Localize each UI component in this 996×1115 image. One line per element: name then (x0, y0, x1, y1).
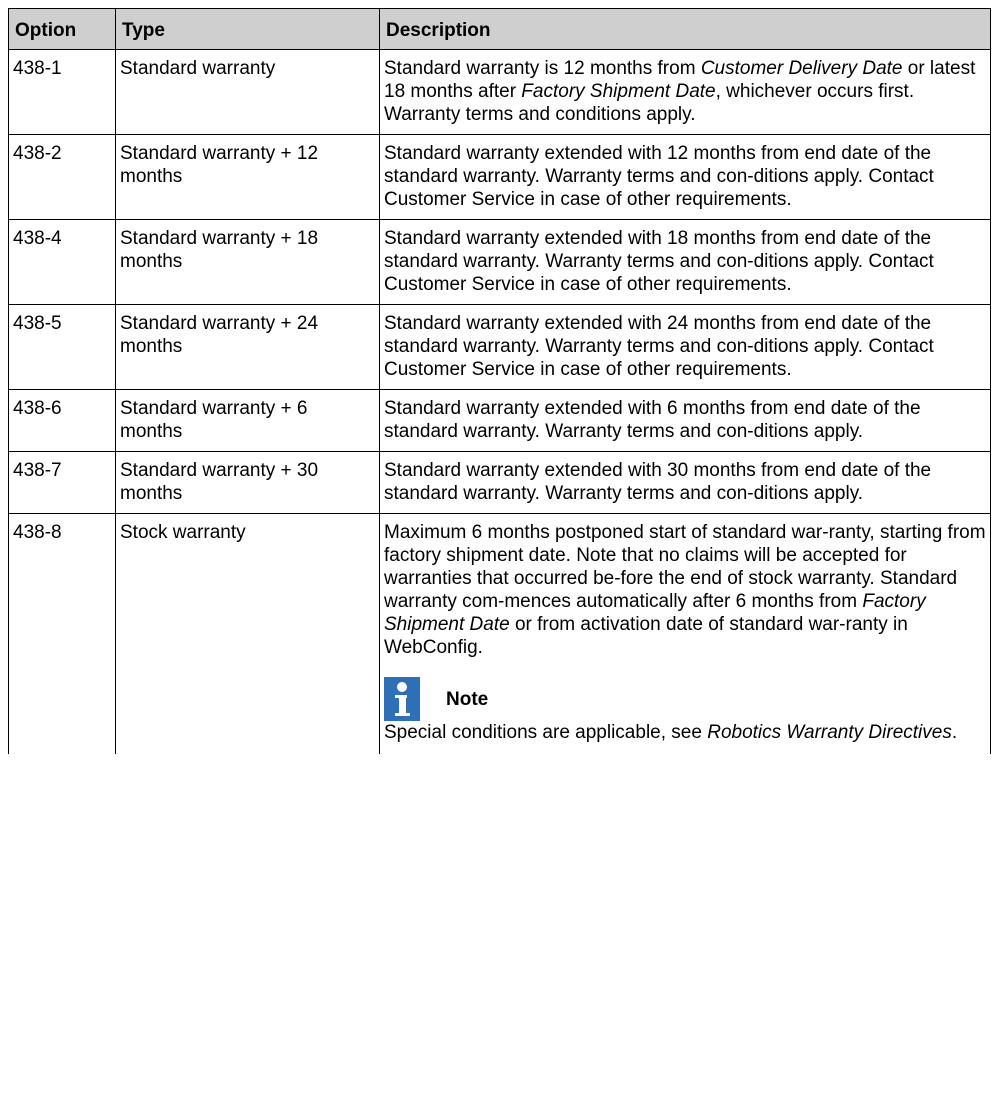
description-text: , whichever occurs first. Warranty terms and conditions apply. (384, 81, 915, 125)
description-cell: Standard warranty extended with 6 months from end date of the standard warranty. Warranty terms and con-ditions apply. (380, 390, 991, 452)
table-row (9, 390, 991, 452)
type-cell: Standard warranty + 24 months (116, 305, 380, 390)
type-cell: Standard warranty + 6 months (116, 390, 380, 452)
type-cell: Stock warranty (116, 514, 380, 755)
table-row (9, 50, 991, 135)
note-text-part: . (951, 722, 958, 743)
header-type: Type (116, 9, 380, 50)
type-cell: Standard warranty (116, 50, 380, 135)
table-row (9, 135, 991, 220)
description-cell: Standard warranty extended with 30 months from end date of the standard warranty. Warranty terms and con-ditions apply. (380, 452, 991, 514)
description-text: Maximum 6 months postponed start of standard war-ranty, starting from factory shipment date. Note that no claims will be accepted for warranties that occurred be-fore the end of stock warranty. Standard warranty com-mences automatically after 6 months from (384, 522, 986, 612)
option-cell: 438-8 (9, 514, 116, 755)
note-text-emphasis: Robotics Warranty Directives (707, 722, 952, 743)
table-row (9, 514, 991, 755)
table-header-row (9, 9, 991, 50)
option-cell: 438-5 (9, 305, 116, 390)
option-cell: 438-7 (9, 452, 116, 514)
info-icon (384, 677, 420, 721)
description-emphasis: Factory Shipment Date (521, 81, 716, 102)
description-emphasis: Customer Delivery Date (700, 58, 903, 79)
table-row (9, 305, 991, 390)
option-cell: 438-1 (9, 50, 116, 135)
description-cell (380, 514, 991, 755)
note-text-part: Special conditions are applicable, see (384, 722, 708, 743)
description-cell: Standard warranty extended with 18 months from end date of the standard warranty. Warranty terms and con-ditions apply. Contact Customer Service in case of other requirements. (380, 220, 991, 305)
warranty-options-table (8, 8, 991, 754)
description-text: or from activation date of standard war-ranty in WebConfig. (384, 614, 908, 658)
description-emphasis: Factory Shipment Date (384, 591, 926, 635)
header-option: Option (9, 9, 116, 50)
table-row (9, 220, 991, 305)
type-cell: Standard warranty + 12 months (116, 135, 380, 220)
note-text (384, 721, 986, 744)
description-cell: Standard warranty extended with 12 months from end date of the standard warranty. Warranty terms and con-ditions apply. Contact Customer Service in case of other requirements. (380, 135, 991, 220)
description-text: Standard warranty is 12 months from (384, 58, 701, 79)
option-cell: 438-6 (9, 390, 116, 452)
type-cell: Standard warranty + 30 months (116, 452, 380, 514)
note-label: Note (446, 688, 489, 710)
option-cell: 438-4 (9, 220, 116, 305)
note-block (384, 677, 986, 721)
description-text: or latest 18 months after (384, 58, 976, 102)
table-row (9, 452, 991, 514)
type-cell: Standard warranty + 18 months (116, 220, 380, 305)
description-cell: Standard warranty extended with 24 months from end date of the standard warranty. Warranty terms and con-ditions apply. Contact Customer Service in case of other requirements. (380, 305, 991, 390)
header-description: Description (380, 9, 991, 50)
option-cell: 438-2 (9, 135, 116, 220)
description-cell (380, 50, 991, 135)
description-paragraph (384, 521, 986, 659)
